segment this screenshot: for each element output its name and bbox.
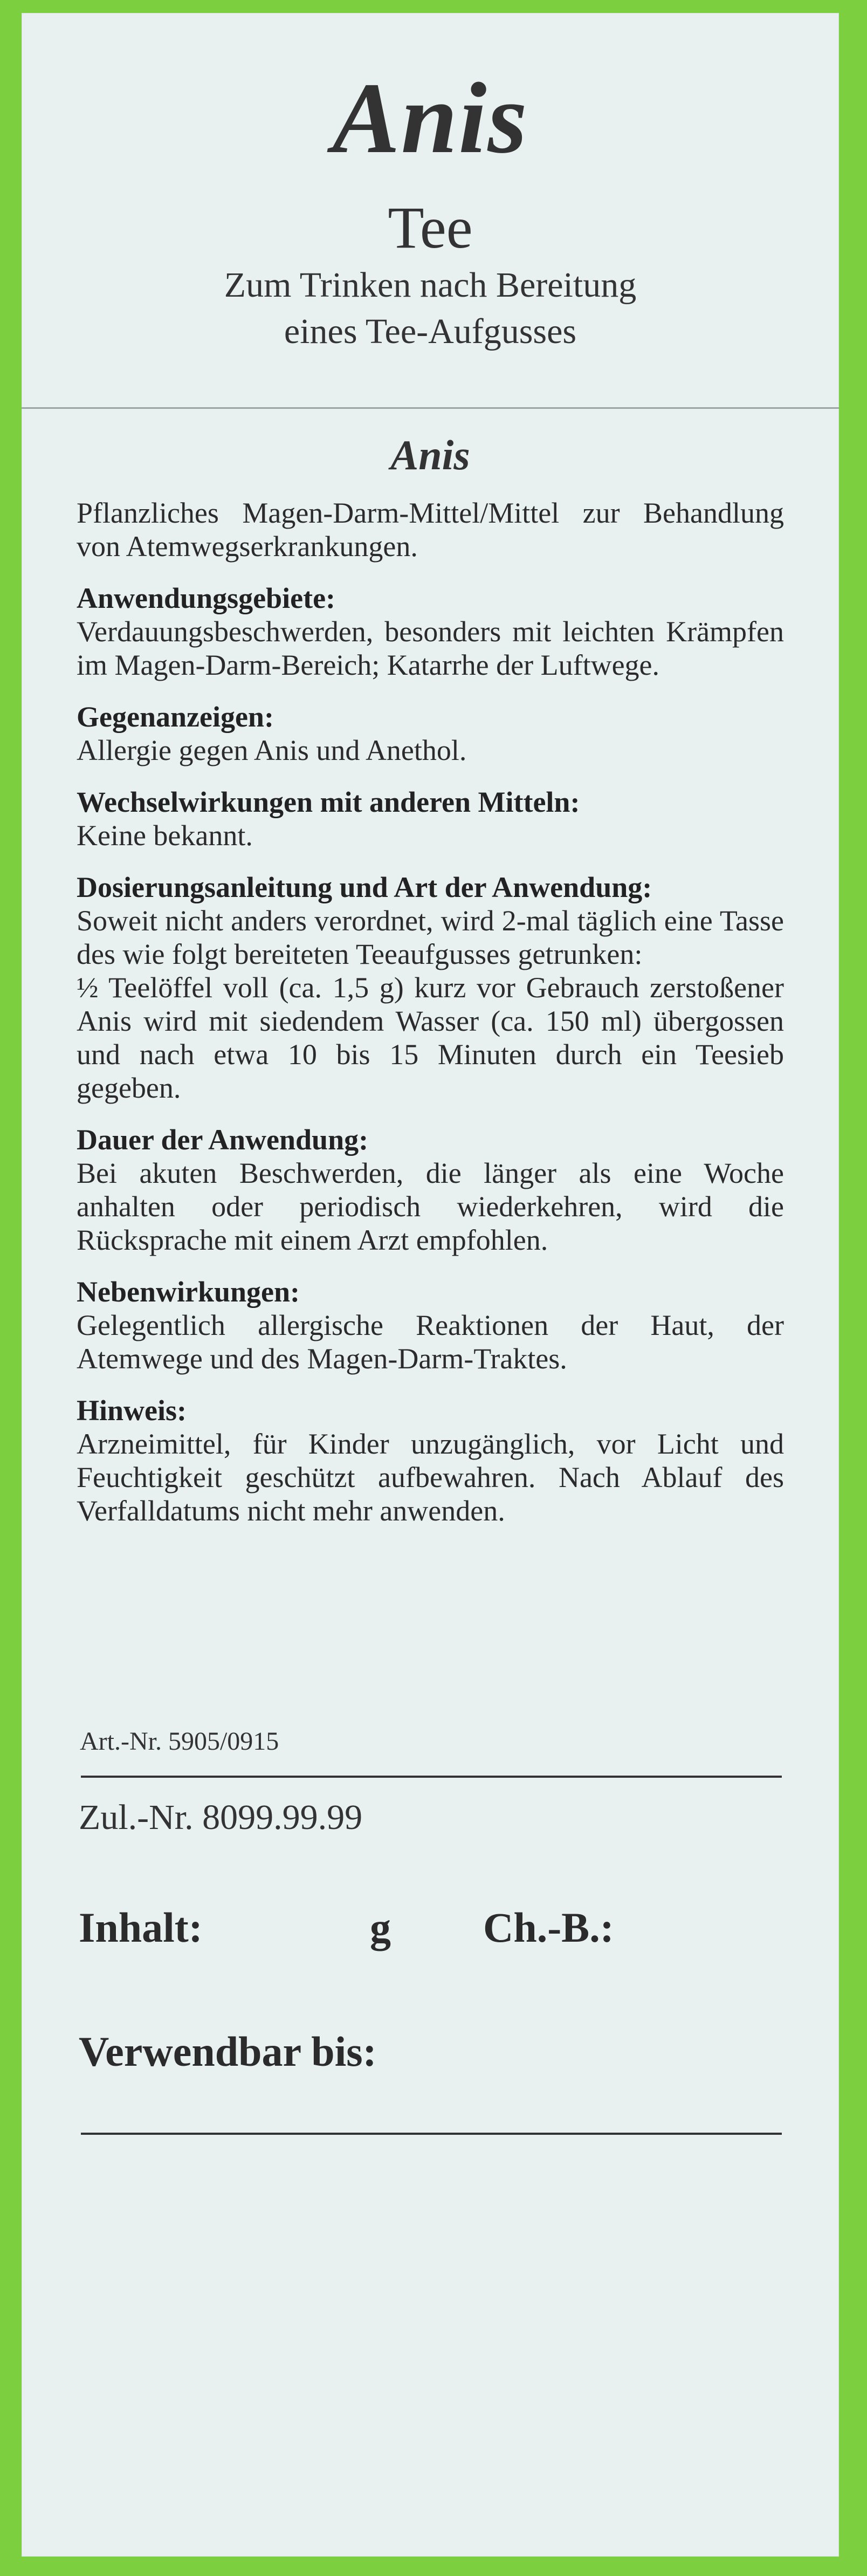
subtitle-line-2: eines Tee-Aufgusses — [284, 312, 577, 351]
section-heading: Anwendungsgebiete: — [77, 582, 336, 614]
section-dosage — [77, 871, 784, 1105]
section-text: Allergie gegen Anis und Anethol. — [77, 734, 467, 766]
section-heading: Gegenanzeigen: — [77, 701, 274, 733]
section-indications — [77, 581, 784, 682]
section-text: Bei akuten Beschwerden, die länger als eine Woche anhalten oder periodisch wiederkehren, wird die Rücksprache mit einem Arzt empfohlen. — [77, 1157, 784, 1256]
section-interactions — [77, 785, 784, 852]
preparation-subtitle — [22, 262, 839, 355]
expiry-label: Verwendbar bis: — [79, 2028, 377, 2075]
section-heading: Wechselwirkungen mit anderen Mitteln: — [77, 786, 580, 818]
content-label: Inhalt: — [79, 1904, 203, 1951]
batch-label: Ch.-B.: — [483, 1904, 614, 1951]
brand-title: Anis — [332, 61, 528, 174]
section-side-effects — [77, 1275, 784, 1375]
content-row — [79, 1901, 785, 1960]
product-type: Tee — [388, 195, 473, 261]
content-unit: g — [370, 1904, 391, 1951]
rule-line — [81, 1776, 782, 1778]
subtitle-line-1: Zum Trinken nach Bereitung — [224, 265, 637, 305]
section-text: Gelegentlich allergische Reaktionen der Haut, der Atemwege und des Magen-Darm-Traktes. — [77, 1309, 784, 1375]
leaflet-body — [77, 496, 784, 1546]
section-notice — [77, 1394, 784, 1527]
section-text: Soweit nicht anders verordnet, wird 2-mal täglich eine Tasse des wie folgt bereiteten Teeaufgusses getrunken: — [77, 905, 784, 970]
section-heading: Dosierungsanleitung und Art der Anwendung: — [77, 871, 652, 903]
intro-paragraph — [77, 496, 784, 563]
article-number: Art.-Nr. 5905/0915 — [80, 1727, 279, 1756]
section-text: Verdauungsbeschwerden, besonders mit leichten Krämpfen im Magen-Darm-Bereich; Katarrhe der Luftwege. — [77, 615, 784, 681]
section-duration — [77, 1123, 784, 1257]
intro-text: Pflanzliches Magen-Darm-Mittel/Mittel zur Behandlung von Atemwegserkrankungen. — [77, 497, 784, 563]
section-text-preparation: ½ Teelöffel voll (ca. 1,5 g) kurz vor Gebrauch zerstoßener Anis wird mit siedendem Wasser (ca. 150 ml) übergossen und nach etwa 10 bis 15 Minuten durch ein Teesieb gegeben. — [77, 971, 784, 1104]
section-heading: Nebenwirkungen: — [77, 1276, 300, 1308]
section-heading: Dauer der Anwendung: — [77, 1123, 369, 1156]
section-text: Arzneimittel, für Kinder unzugänglich, vor Licht und Feuchtigkeit geschützt aufbewahren. Nach Ablauf des Verfalldatums nicht mehr anwenden. — [77, 1428, 784, 1527]
section-text: Keine bekannt. — [77, 819, 253, 852]
expiry-rule-line — [81, 2133, 782, 2135]
leaflet-title: Anis — [390, 431, 470, 478]
tea-label — [22, 13, 839, 2557]
section-contraindications — [77, 700, 784, 767]
section-heading: Hinweis: — [77, 1394, 187, 1427]
perforation-divider — [22, 407, 839, 409]
approval-number: Zul.-Nr. 8099.99.99 — [79, 1798, 363, 1837]
label-header — [22, 13, 839, 407]
